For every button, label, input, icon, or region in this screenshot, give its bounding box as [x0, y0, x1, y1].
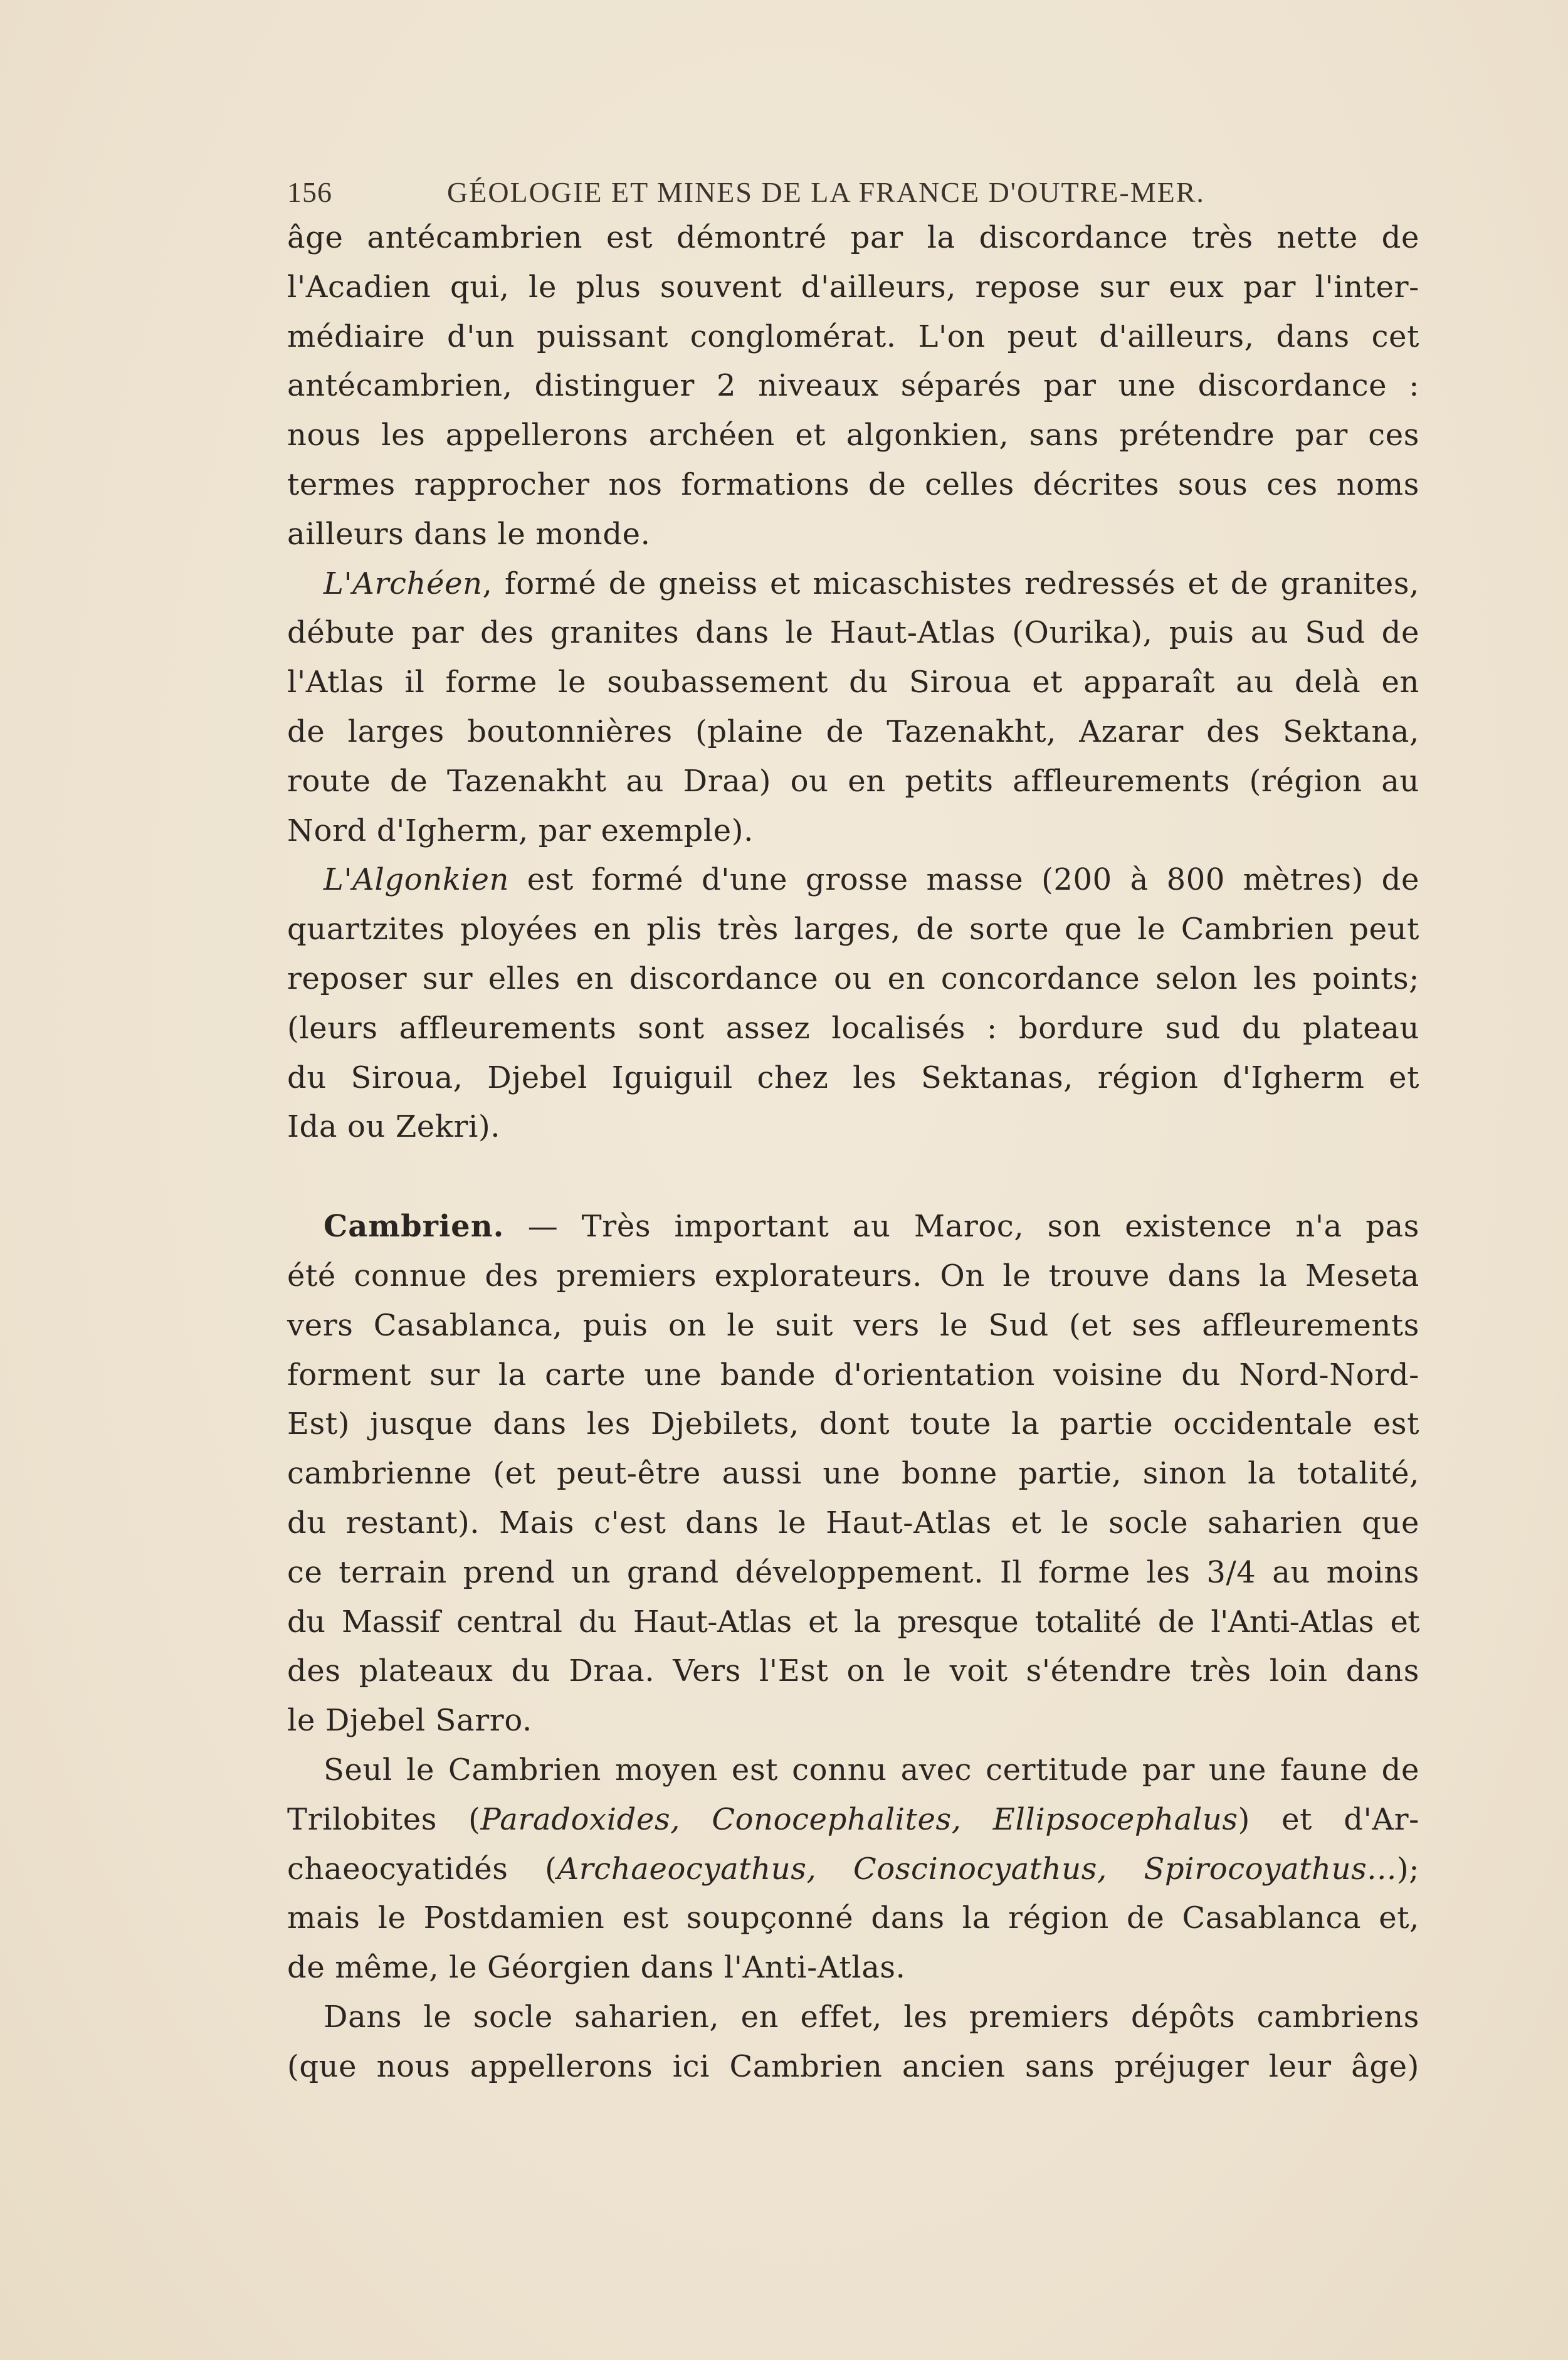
text-line: du Siroua, Djebel Iguiguil chez les Sektanas, région d'Igherm et — [287, 1060, 1419, 1095]
paragraph-antecambrien — [287, 213, 1419, 559]
text-line: ce terrain prend un grand développement. Il forme les 3/4 au moins — [287, 1554, 1419, 1590]
body-text — [287, 213, 1419, 2091]
text-run: ); — [1396, 1851, 1419, 1887]
text-line — [287, 1202, 1419, 1251]
text-line: Dans le socle saharien, en effet, les premiers dépôts cambriens — [324, 1999, 1419, 2035]
text-line — [287, 1845, 1419, 1894]
text-run: chaeocyatidés ( — [287, 1851, 557, 1887]
running-title: GÉOLOGIE ET MINES DE LA FRANCE D'OUTRE-MER. — [447, 176, 1205, 208]
text-line: (que nous appellerons ici Cambrien ancien sans préjuger leur âge) — [287, 2048, 1419, 2084]
text-line: le Djebel Sarro. — [287, 1703, 532, 1739]
paragraph-cambrien-moyen — [287, 1746, 1419, 1993]
paragraph-socle-saharien — [287, 1993, 1419, 2092]
text-line: cambrienne (et peut-être aussi une bonne partie, sinon la totalité, — [287, 1456, 1419, 1492]
italic-term: L'Algonkien — [324, 862, 509, 898]
text-line: Nord d'Igherm, par exemple). — [287, 813, 754, 848]
text-line: de même, le Géorgien dans l'Anti-Atlas. — [287, 1950, 906, 1986]
page-header — [287, 169, 1419, 213]
text-line: l'Acadien qui, le plus souvent d'ailleurs, repose sur eux par l'inter- — [287, 269, 1419, 305]
text-run: , formé de gneiss et micaschistes redressés et de granites, — [482, 566, 1419, 601]
text-line: vers Casablanca, puis on le suit vers le Sud (et ses affleurements — [287, 1307, 1419, 1343]
text-run: Trilobites ( — [287, 1801, 481, 1837]
text-line: reposer sur elles en discordance ou en concordance selon les points; — [287, 961, 1419, 996]
text-line: termes rapprocher nos formations de celles décrites sous ces noms — [287, 466, 1419, 502]
paragraph-archeen — [287, 559, 1419, 856]
text-line: quartzites ployées en plis très larges, de sorte que le Cambrien peut — [287, 912, 1419, 947]
text-line: nous les appellerons archéen et algonkien, sans prétendre par ces — [287, 418, 1419, 453]
text-run: est formé d'une grosse masse (200 à 800 mètres) de — [508, 862, 1419, 898]
text-line: forment sur la carte une bande d'orientation voisine du Nord-Nord- — [287, 1357, 1419, 1393]
text-run: — Très important au Maroc, son existence n'a pas — [504, 1209, 1419, 1245]
text-line: des plateaux du Draa. Vers l'Est on le voit s'étendre très loin dans — [287, 1653, 1419, 1689]
text-run: ) et d'Ar- — [1238, 1801, 1420, 1837]
paragraph-cambrien — [287, 1202, 1419, 1746]
text-line: Seul le Cambrien moyen est connu avec certitude par une faune de — [324, 1752, 1419, 1788]
text-line: l'Atlas il forme le soubassement du Siroua et apparaît au delà en — [287, 665, 1419, 700]
italic-taxa: Archaeocyathus, Coscinocyathus, Spirocoyathus... — [557, 1851, 1397, 1887]
text-line: mais le Postdamien est soupçonné dans la région de Casablanca et, — [287, 1900, 1419, 1936]
page-number: 156 — [287, 176, 332, 208]
text-line: route de Tazenakht au Draa) ou en petits affleurements (région au — [287, 763, 1419, 799]
text-line — [287, 1795, 1419, 1845]
text-line: du restant). Mais c'est dans le Haut-Atlas et le socle saharien que — [287, 1505, 1419, 1541]
text-line: de larges boutonnières (plaine de Tazenakht, Azarar des Sektana, — [287, 714, 1419, 749]
italic-term: L'Archéen — [324, 566, 483, 601]
text-line: été connue des premiers explorateurs. On le trouve dans la Meseta — [287, 1258, 1419, 1293]
paragraph-algonkien — [287, 855, 1419, 1152]
text-line: (leurs affleurements sont assez localisés : bordure sud du plateau — [287, 1010, 1419, 1046]
text-line — [287, 559, 1419, 609]
text-line — [287, 855, 1419, 905]
section-gap — [287, 1152, 1419, 1202]
text-line: débute par des granites dans le Haut-Atlas (Ourika), puis au Sud de — [287, 615, 1419, 651]
text-line: du Massif central du Haut-Atlas et la presque totalité de l'Anti-Atlas et — [287, 1604, 1419, 1640]
text-line: Est) jusque dans les Djebilets, dont toute la partie occidentale est — [287, 1406, 1419, 1442]
text-line: Ida ou Zekri). — [287, 1109, 501, 1145]
text-line: antécambrien, distinguer 2 niveaux séparés par une discordance : — [287, 368, 1419, 404]
text-line: médiaire d'un puissant conglomérat. L'on peut d'ailleurs, dans cet — [287, 319, 1419, 354]
italic-taxa: Paradoxides, Conocephalites, Ellipsocephalus — [480, 1801, 1238, 1837]
book-page — [287, 169, 1419, 2091]
text-line: âge antécambrien est démontré par la discordance très nette de — [287, 220, 1419, 255]
section-heading: Cambrien. — [324, 1209, 505, 1245]
text-line: ailleurs dans le monde. — [287, 516, 651, 552]
